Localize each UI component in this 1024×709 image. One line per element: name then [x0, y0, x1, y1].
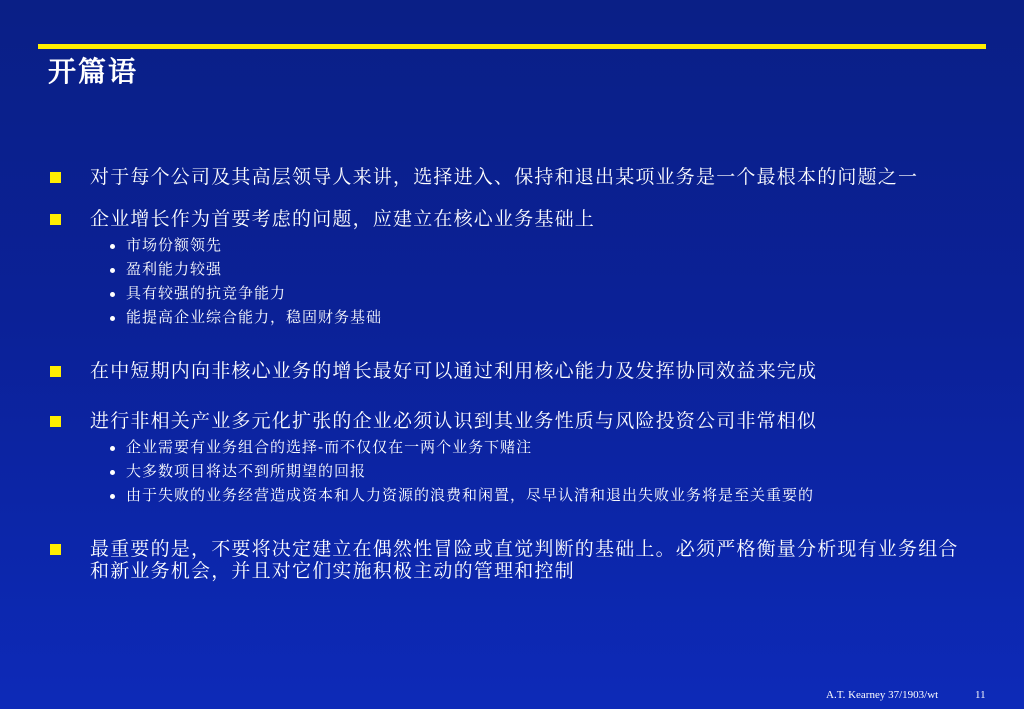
square-bullet-icon — [50, 214, 61, 225]
dot-bullet-icon — [110, 268, 115, 273]
section-text: 进行非相关产业多元化扩张的企业必须认识到其业务性质与风险投资公司非常相似 — [90, 410, 818, 432]
square-bullet-icon — [50, 366, 61, 377]
dot-bullet-icon — [110, 470, 115, 475]
sub-bullet-item: 具有较强的抗竞争能力 — [110, 284, 965, 303]
section-text: 最重要的是，不要将决定建立在偶然性冒险或直觉判断的基础上。必须严格衡量分析现有业务组合和新业务机会，并且对它们实施积极主动的管理和控制 — [90, 538, 959, 582]
dot-bullet-icon — [110, 244, 115, 249]
sub-bullet-item: 企业需要有业务组合的选择-而不仅仅在一两个业务下赌注 — [110, 438, 965, 457]
dot-bullet-icon — [110, 316, 115, 321]
dot-bullet-icon — [110, 494, 115, 499]
section-text: 对于每个公司及其高层领导人来讲，选择进入、保持和退出某项业务是一个最根本的问题之一 — [90, 166, 919, 188]
sub-bullet-item: 能提高企业综合能力，稳固财务基础 — [110, 308, 965, 327]
sub-bullet-list — [110, 236, 965, 327]
dot-bullet-icon — [110, 446, 115, 451]
sub-bullet-list — [110, 438, 965, 505]
section-text: 在中短期内向非核心业务的增长最好可以通过利用核心能力及发挥协同效益来完成 — [90, 360, 818, 382]
page-number: 11 — [975, 689, 986, 701]
sub-bullet-item: 市场份额领先 — [110, 236, 965, 255]
section-4 — [50, 410, 965, 505]
title-underline — [38, 44, 986, 49]
square-bullet-icon — [50, 172, 61, 183]
section-3 — [50, 360, 965, 382]
square-bullet-icon — [50, 416, 61, 427]
section-1 — [50, 166, 965, 188]
square-bullet-icon — [50, 544, 61, 555]
section-2 — [50, 208, 965, 327]
footer-reference: A.T. Kearney 37/1903/wt — [826, 689, 939, 701]
sub-bullet-item: 盈利能力较强 — [110, 260, 965, 279]
dot-bullet-icon — [110, 292, 115, 297]
slide-title: 开篇语 — [48, 55, 139, 88]
sub-bullet-item: 由于失败的业务经营造成资本和人力资源的浪费和闲置，尽早认清和退出失败业务将是至关重要的 — [110, 486, 965, 505]
section-text: 企业增长作为首要考虑的问题，应建立在核心业务基础上 — [90, 208, 596, 230]
sub-bullet-item: 大多数项目将达不到所期望的回报 — [110, 462, 965, 481]
slide-content — [50, 166, 965, 582]
section-5 — [50, 538, 965, 582]
